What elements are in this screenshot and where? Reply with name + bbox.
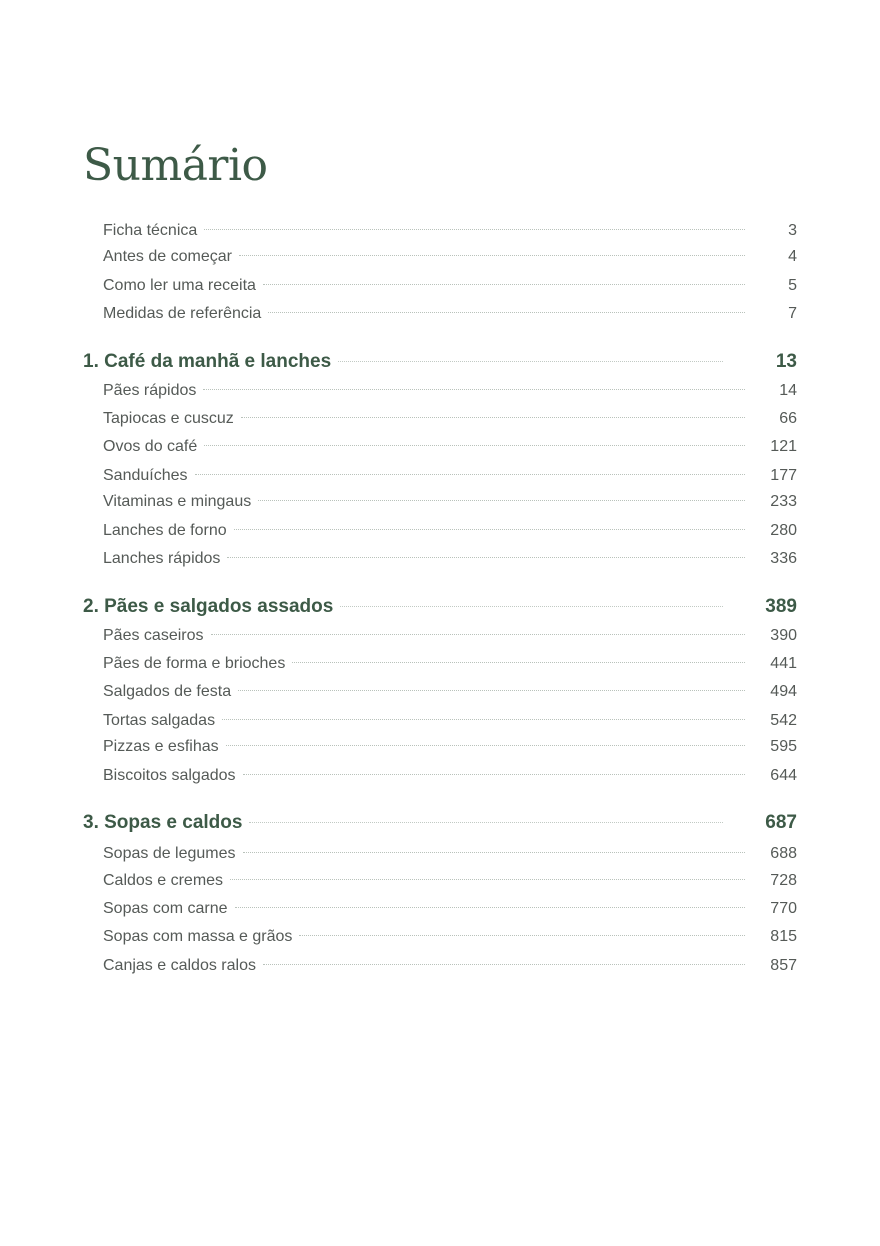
toc-entry[interactable] <box>103 680 797 704</box>
page-number: 728 <box>770 872 797 889</box>
page-number: 687 <box>765 812 797 833</box>
toc-entry[interactable] <box>103 709 797 733</box>
dot-leader <box>338 361 723 362</box>
page-number: 441 <box>770 655 797 672</box>
dot-leader <box>249 822 723 823</box>
entry-label: Lanches de forno <box>103 522 227 539</box>
toc-entry[interactable] <box>103 245 797 269</box>
page-number: 66 <box>779 410 797 427</box>
toc-entry[interactable] <box>103 897 797 921</box>
page-number: 280 <box>770 522 797 539</box>
toc-entry[interactable] <box>103 925 797 949</box>
dot-leader <box>203 389 745 390</box>
toc-entry[interactable] <box>103 954 797 978</box>
entry-label: Tapiocas e cuscuz <box>103 410 234 427</box>
dot-leader <box>195 474 745 475</box>
toc-section-heading[interactable] <box>83 595 797 619</box>
page-number: 177 <box>770 467 797 484</box>
toc-entry[interactable] <box>103 869 797 893</box>
dot-leader <box>226 745 745 746</box>
toc-entry[interactable] <box>103 464 797 488</box>
entry-label: Sopas com carne <box>103 900 228 917</box>
toc-section-heading[interactable] <box>83 811 797 835</box>
entry-label: Salgados de festa <box>103 683 232 700</box>
page-number: 770 <box>770 900 797 917</box>
page-number: 7 <box>788 305 797 322</box>
page-number: 5 <box>788 277 797 294</box>
page-number: 121 <box>770 438 797 455</box>
page-number: 336 <box>770 550 797 567</box>
entry-label: Medidas de referência <box>103 305 262 322</box>
page-number: 542 <box>770 712 797 729</box>
dot-leader <box>243 852 745 853</box>
dot-leader <box>258 500 745 501</box>
toc-entry[interactable] <box>103 547 797 571</box>
page-number: 815 <box>770 928 797 945</box>
dot-leader <box>227 557 745 558</box>
toc-entry[interactable] <box>103 735 797 759</box>
dot-leader <box>243 774 745 775</box>
page-number: 390 <box>770 627 797 644</box>
section-title: 2. Pães e salgados assados <box>83 596 334 617</box>
toc-entry[interactable] <box>103 519 797 543</box>
entry-label: Ovos do café <box>103 438 198 455</box>
entry-label: Pães rápidos <box>103 382 197 399</box>
page-title: Sumário <box>83 140 268 191</box>
entry-label: Como ler uma receita <box>103 277 256 294</box>
page-number: 14 <box>779 382 797 399</box>
dot-leader <box>230 879 745 880</box>
page-number: 389 <box>765 596 797 617</box>
section-title: 1. Café da manhã e lanches <box>83 351 332 372</box>
toc-section-heading[interactable] <box>83 350 797 374</box>
toc-entry[interactable] <box>103 624 797 648</box>
dot-leader <box>234 529 745 530</box>
dot-leader <box>292 662 745 663</box>
page-number: 595 <box>770 738 797 755</box>
entry-label: Ficha técnica <box>103 222 198 239</box>
dot-leader <box>204 445 745 446</box>
page-number: 494 <box>770 683 797 700</box>
dot-leader <box>239 255 745 256</box>
toc-entry[interactable] <box>103 379 797 403</box>
entry-label: Sopas de legumes <box>103 845 236 862</box>
toc-entry[interactable] <box>103 407 797 431</box>
entry-label: Vitaminas e mingaus <box>103 493 252 510</box>
dot-leader <box>211 634 746 635</box>
toc-entry[interactable] <box>103 302 797 326</box>
page-number: 13 <box>775 351 797 372</box>
dot-leader <box>235 907 745 908</box>
toc-entry[interactable] <box>103 842 797 866</box>
dot-leader <box>263 964 745 965</box>
entry-label: Pães caseiros <box>103 627 204 644</box>
dot-leader <box>263 284 745 285</box>
page-number: 3 <box>788 222 797 239</box>
entry-label: Pizzas e esfihas <box>103 738 219 755</box>
entry-label: Tortas salgadas <box>103 712 216 729</box>
toc-entry[interactable] <box>103 274 797 298</box>
dot-leader <box>204 229 745 230</box>
entry-label: Sopas com massa e grãos <box>103 928 293 945</box>
entry-label: Lanches rápidos <box>103 550 221 567</box>
toc-entry[interactable] <box>103 652 797 676</box>
dot-leader <box>299 935 745 936</box>
entry-label: Antes de começar <box>103 248 232 265</box>
entry-label: Pães de forma e brioches <box>103 655 286 672</box>
toc-entry[interactable] <box>103 764 797 788</box>
dot-leader <box>222 719 745 720</box>
dot-leader <box>238 690 745 691</box>
page-number: 688 <box>770 845 797 862</box>
dot-leader <box>340 606 723 607</box>
page-number: 857 <box>770 957 797 974</box>
dot-leader <box>268 312 745 313</box>
entry-label: Canjas e caldos ralos <box>103 957 256 974</box>
toc-entry[interactable] <box>103 490 797 514</box>
entry-label: Sanduíches <box>103 467 188 484</box>
page-number: 644 <box>770 767 797 784</box>
page-number: 233 <box>770 493 797 510</box>
dot-leader <box>241 417 745 418</box>
toc-entry[interactable] <box>103 219 797 243</box>
entry-label: Caldos e cremes <box>103 872 224 889</box>
toc-entry[interactable] <box>103 435 797 459</box>
page-number: 4 <box>788 248 797 265</box>
section-title: 3. Sopas e caldos <box>83 812 243 833</box>
entry-label: Biscoitos salgados <box>103 767 236 784</box>
